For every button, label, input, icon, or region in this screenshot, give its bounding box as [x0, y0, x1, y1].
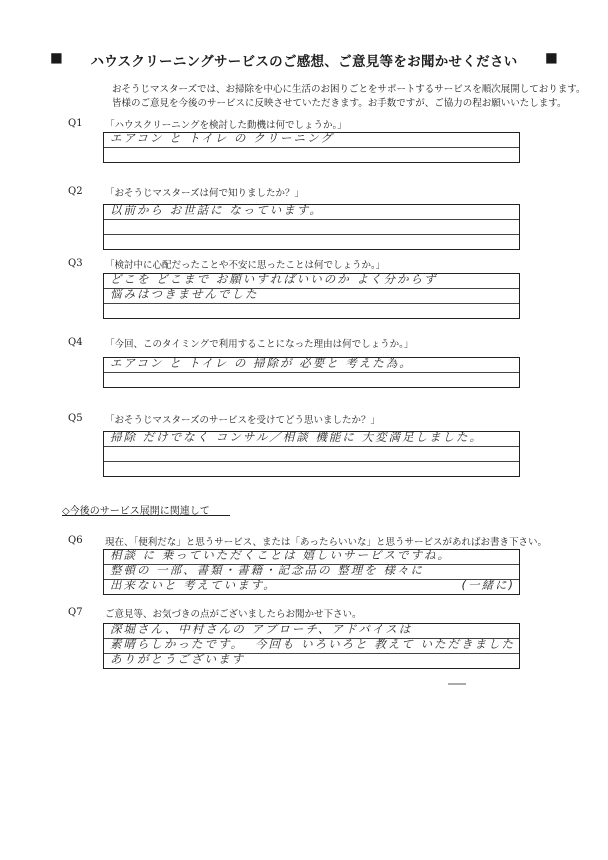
intro-text: [112, 83, 585, 111]
handwritten-aside: (一緒に): [461, 578, 515, 592]
answer-line: [104, 432, 519, 447]
answer-line: [104, 205, 519, 220]
answer-line: [104, 462, 519, 476]
answer-line: [104, 373, 519, 387]
answer-line: [104, 654, 519, 668]
answer-box-q2[interactable]: [103, 204, 520, 250]
answer-box-q6[interactable]: [103, 549, 520, 595]
question-text: 「今回、このタイミングで利用することになった理由は何でしょうか。」: [105, 339, 414, 350]
question-number: Q1: [68, 118, 83, 129]
answer-line: [104, 358, 519, 373]
handwritten-answer: 掃除 だけでなく コンサル／相談 機能に 大変満足しました。: [110, 430, 484, 444]
question-number: Q6: [68, 535, 83, 546]
answer-line: [104, 235, 519, 249]
question-text: 「ハウスクリーニングを検討した動機は何でしょうか。」: [105, 120, 347, 131]
handwritten-answer: 素晴らしかったです。: [110, 637, 245, 651]
question-number: Q5: [68, 413, 83, 424]
pen-smudge: [448, 683, 466, 685]
handwritten-aside: 今回も いろいろと 教えて いただきました: [255, 637, 515, 651]
handwritten-answer: 相談 に 乗っていただくことは 嬉しいサービスですね。: [110, 548, 451, 562]
title-marker-right: ■: [544, 50, 558, 66]
handwritten-answer: どこを どこまで お願いすればいいのか よく分からず: [110, 272, 438, 286]
question-text: 「検討中に心配だったことや不安に思ったことは何でしょうか。」: [105, 260, 386, 271]
answer-line: [104, 148, 519, 162]
answer-box-q3[interactable]: [103, 273, 520, 319]
question-number: Q3: [68, 258, 83, 269]
question-text: ご意見等、お気づきの点がございましたらお聞かせ下さい。: [105, 609, 362, 620]
handwritten-answer: 悩みはつきませんでした: [110, 287, 259, 301]
intro-line: おそうじマスターズでは、お掃除を中心に生活のお困りごとをサポートするサービスを順次展開しております。: [112, 84, 586, 95]
handwritten-answer: ありがとうございます: [110, 652, 245, 666]
answer-line: [104, 447, 519, 462]
question-text: 現在、「便利だな」と思うサービス、または「あったらいいな」と思うサービスがあればお書き下さい。: [105, 537, 547, 548]
answer-line: [104, 220, 519, 235]
page-title: [50, 50, 558, 70]
question-text: 「おそうじマスターズのサービスを受けてどう思いましたか？」: [105, 415, 381, 426]
answer-box-q4[interactable]: [103, 357, 520, 388]
title-marker-left: ■: [50, 50, 64, 66]
answer-line: [104, 133, 519, 148]
question-number: Q2: [68, 186, 83, 197]
handwritten-answer: 整頓の 一部、書類・書籍・記念品の 整理を 様々に: [110, 563, 424, 577]
answer-line: [104, 580, 519, 594]
section-heading: ◇今後のサービス展開に関連して: [62, 506, 210, 517]
question-number: Q7: [68, 607, 83, 618]
handwritten-answer: 以前から お世話に なっています。: [110, 203, 323, 217]
handwritten-answer: 出来ないと 考えています。: [110, 578, 277, 592]
handwritten-answer: エアコン と トイレ の 掃除が 必要と 考えた為。: [110, 356, 413, 370]
handwritten-answer: 深堀さん、中村さんの アプローチ、アドバイスは: [110, 622, 413, 636]
question-number: Q4: [68, 337, 83, 348]
question-text: 「おそうじマスターズは何で知りましたか？」: [105, 188, 305, 199]
answer-box-q7[interactable]: [103, 623, 520, 669]
answer-box-q5[interactable]: [103, 431, 520, 477]
answer-line: [104, 289, 519, 304]
intro-line: 皆様のご意見を今後のサービスに反映させていただきます。お手数ですが、ご協力の程お願いいたします。: [112, 98, 567, 109]
answer-box-q1[interactable]: [103, 132, 520, 163]
handwritten-answer: エアコン と トイレ の クリーニング: [110, 131, 334, 145]
title-text: ハウスクリーニングサービスのご感想、ご意見等をお聞かせください: [90, 54, 518, 70]
answer-line: [104, 304, 519, 318]
section-divider: [62, 515, 230, 516]
